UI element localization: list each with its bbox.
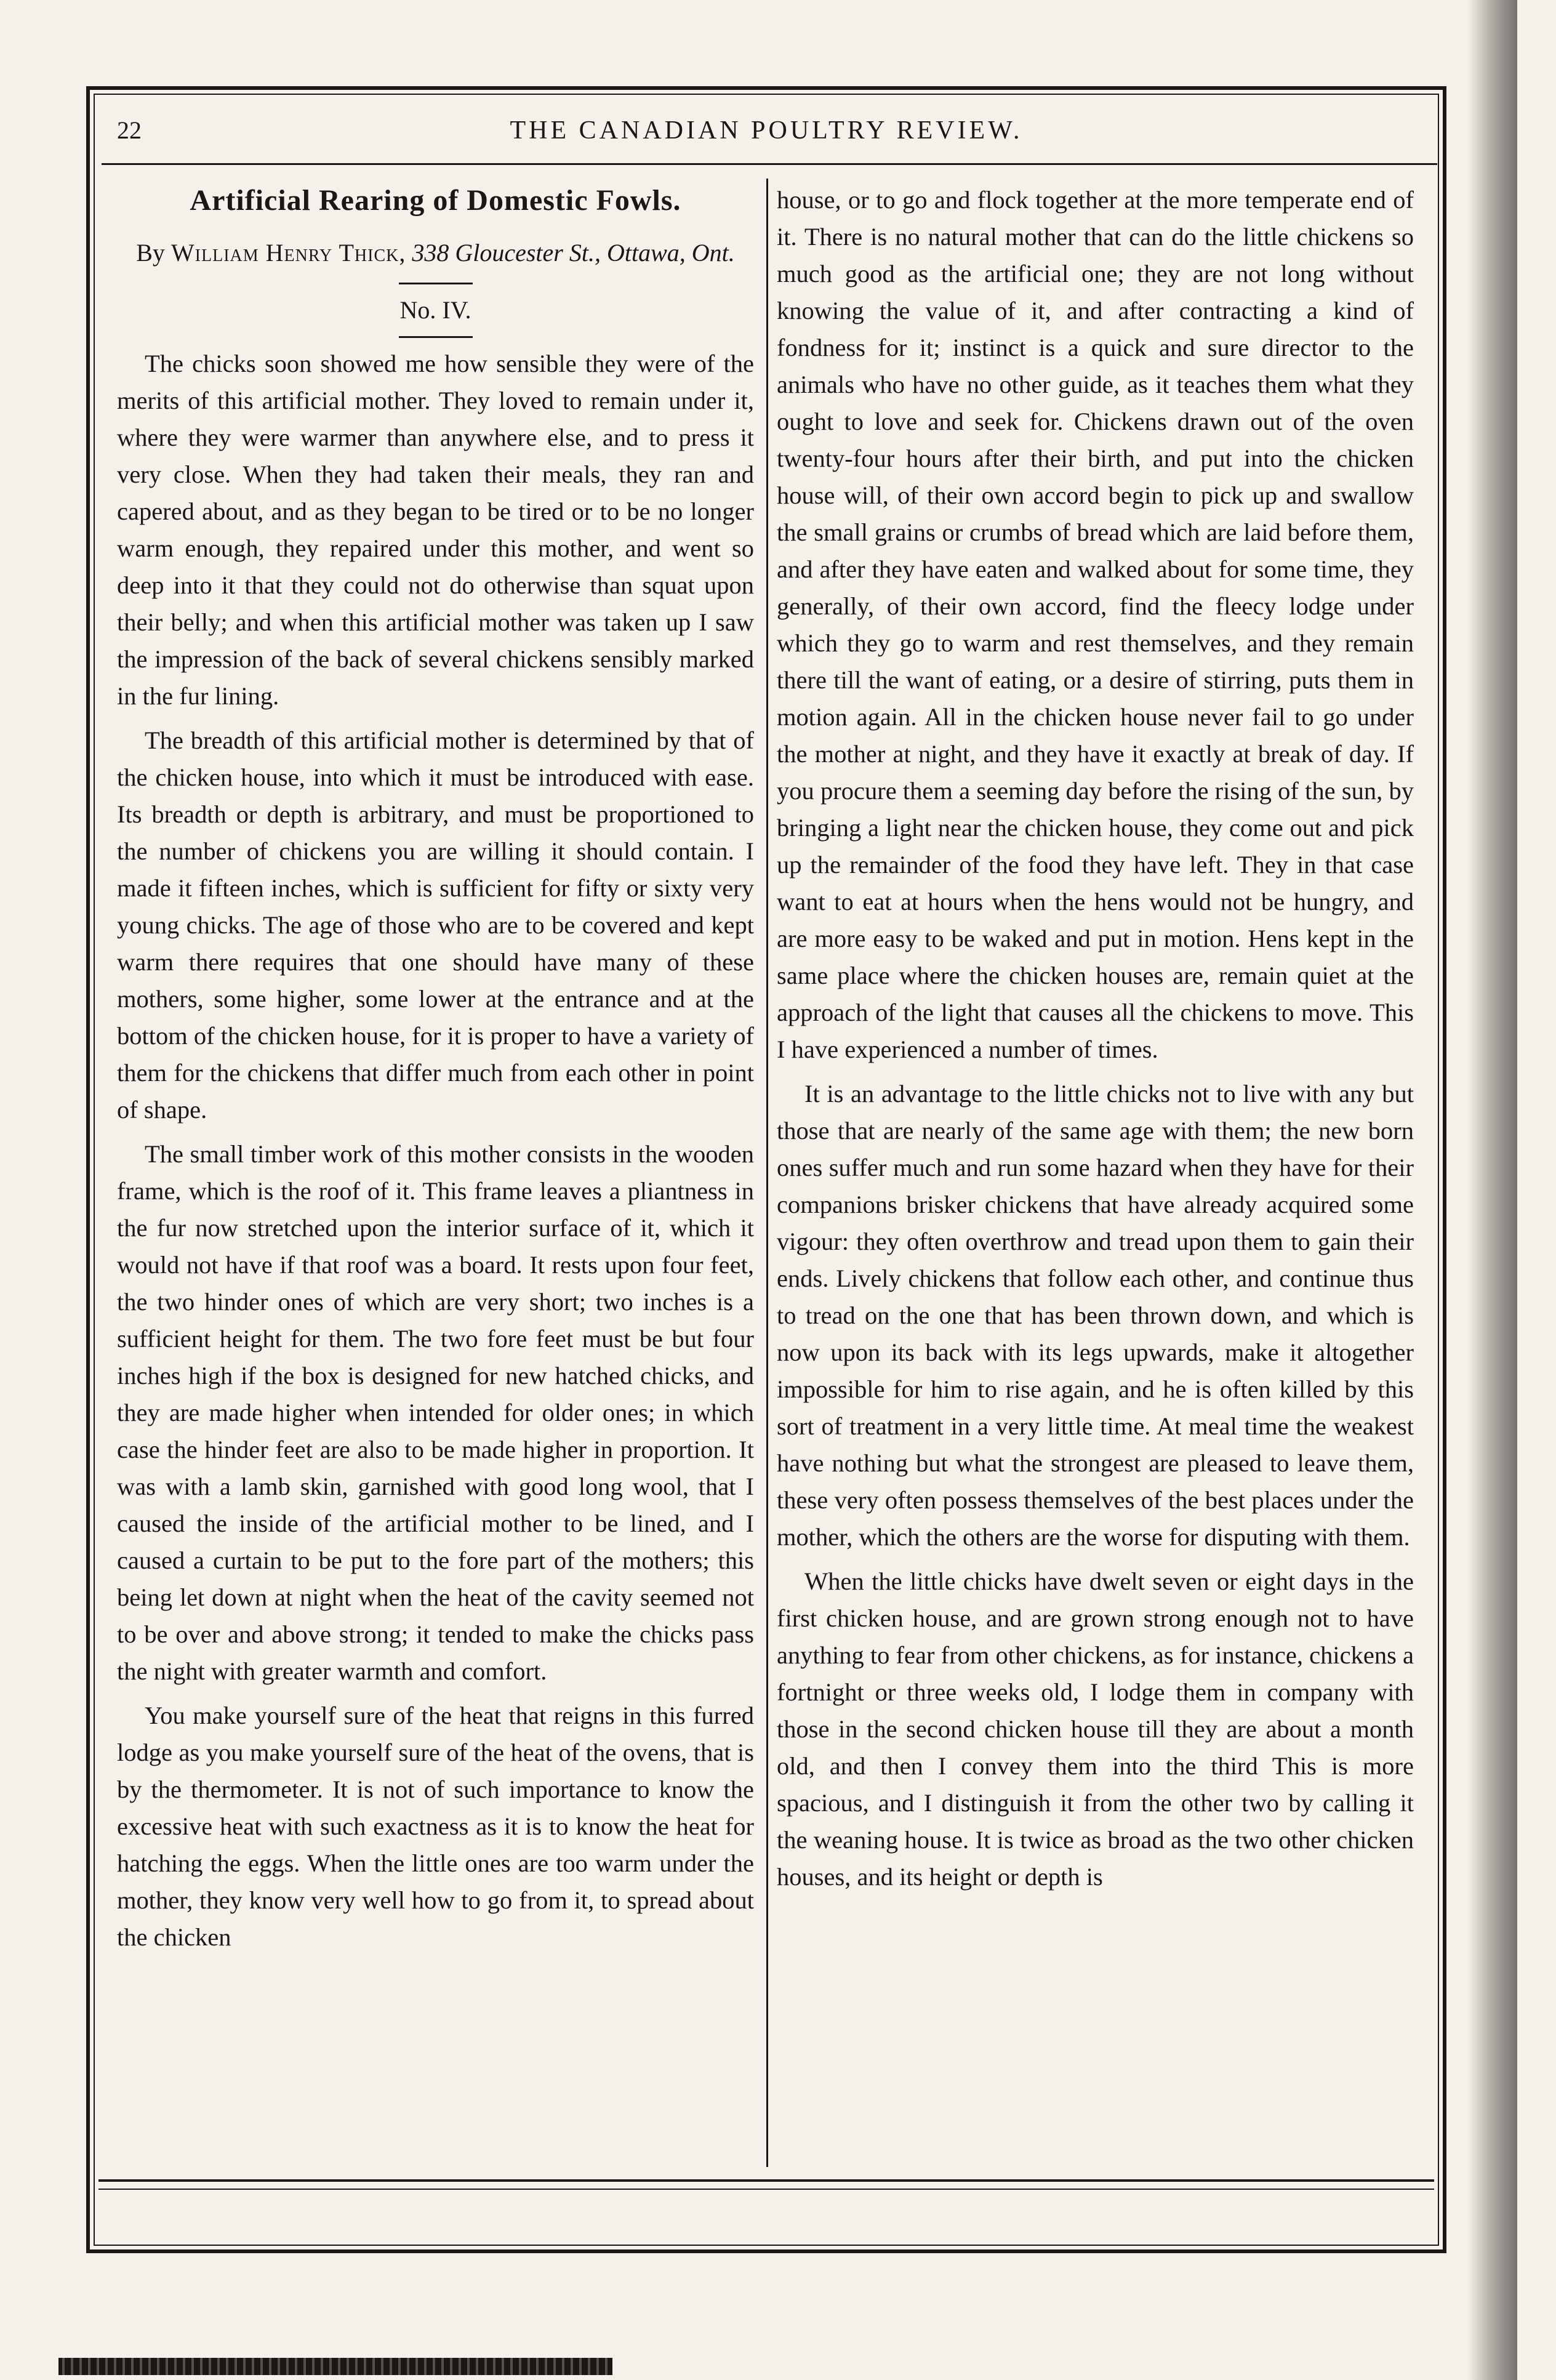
page-number: 22 [117, 116, 142, 144]
page-header [98, 111, 1434, 154]
right-column [777, 182, 1414, 1903]
column-divider [766, 179, 768, 2167]
paragraph: You make yourself sure of the heat that reigns in this furred lodge as you make yourself sure of the heat of the ovens, that is by the thermometer. It is not of such importance to know the excessive heat with such exactness as it is to know the heat for hatching the eggs. When the little ones are too warm under the mother, they know very well how to go from it, to spread about the chicken [117, 1702, 754, 1951]
paragraph: The small timber work of this mother consists in the wooden frame, which is the roof of it. This frame leaves a pliantness in the fur now stretched upon the interior surface of it, which it would not have if that roof was a board. It rests upon four feet, the two hinder ones of which are very short; two inches is a sufficient height for them. The two fore feet must be but four inches high if the box is designed for new hatched chicks, and they are made higher when intended for older ones; in which case the hinder feet are also to be made higher in proportion. It was with a lamb skin, garnished with good long wool, that I caused the inside of the artificial mother to be lined, and I caused a curtain to be put to the fore part of the mothers; this being let down at night when the heat of the cavity seemed not to be over and above strong; it tended to make the chicks pass the night with greater warmth and comfort. [117, 1140, 754, 1685]
left-column [117, 182, 754, 1963]
paragraph: When the little chicks have dwelt seven or eight days in the first chicken house, and are grown strong enough not to have anything to fear from other chickens, as for instance, chickens a fortnight or three weeks old, I lodge them in company with those in the second chicken house till they are about a month old, and then I convey them into the third This is more spacious, and I distinguish it from the other two by calling it the weaning house. It is twice as broad as the two other chicken houses, and its height or depth is [777, 1567, 1414, 1891]
byline [117, 236, 754, 270]
paragraph: It is an advantage to the little chicks not to live with any but those that are nearly of the same age with them; the new born ones suffer much and run some hazard when they have for their companions brisker chickens that have already acquired some vigour: they often overthrow and tread upon them to gain their ends. Lively chickens that follow each other, and continue thus to tread on the one that has been thrown down, and which is now upon its back with its legs upwards, make it altogether impossible for him to rise again, and he is often killed by this sort of treatment in a very little time. At meal time the weakest have nothing but what the strongest are pleased to leave them, these very often possess themselves of the best places under the mother, which the others are the worse for disputing with them. [777, 1080, 1414, 1551]
paragraph-continued: house, or to go and flock together at the more temperate end of it. There is no natural mother that can do the little chickens so much good as the artificial one; they are not long without knowing the value of it, and after contracting a kind of fondness for it; instinct is a quick and sure director to the animals who have no other guide, as it teaches them what they ought to love and seek for. Chickens drawn out of the oven twenty-four hours after their birth, and put into the chicken house will, of their own accord begin to pick up and swallow the small grains or crumbs of bread which are laid before them, and after they have eaten and walked about for some time, they generally, of their own accord, find the fleecy lodge under which they go to warm and rest themselves, and they remain there till the want of eating, or a desire of stirring, puts them in motion again. All in the chicken house never fail to go under the mother at night, and they have it exactly at break of day. If you procure them a seeming day before the rising of the sun, by bringing a light near the chicken house, they come out and pick up the remainder of the food they have left. They in that case want to eat at hours when the hens would not be hungry, and are more easy to be waked and put in motion. Hens kept in the same place where the chicken houses are, remain quiet at the approach of the light that causes all the chickens to move. This I have experienced a number of times. [777, 186, 1414, 1063]
article-title: Artificial Rearing of Domestic Fowls. [190, 184, 681, 217]
number-rule [399, 336, 473, 338]
bottom-rule [98, 2179, 1434, 2182]
paragraph: The breadth of this artificial mother is determined by that of the chicken house, into which it must be introduced with ease. Its breadth or depth is arbitrary, and must be proportioned to the number of chickens you are willing it should contain. I made it fifteen inches, which is sufficient for fifty or sixty very young chicks. The age of those who are to be covered and kept warm there requires that one should have many of these mothers, some higher, some lower at the entrance and at the bottom of the chicken house, for it is proper to have a variety of them for the chickens that differ much from each other in point of shape. [117, 726, 754, 1124]
paragraph: The chicks soon showed me how sensible they were of the merits of this artificial mother. They loved to remain under it, where they were warmer than anywhere else, and to press it very close. When they had taken their meals, they ran and capered about, and as they began to be tired or to be no longer warm enough, they repaired under this mother, and went so deep into it that they could not do otherwise than squat upon their belly; and when this artificial mother was taken up I saw the impression of the back of several chickens sensibly marked in the fur lining. [117, 350, 754, 710]
author-name: William Henry Thick, [170, 239, 406, 267]
binding-shadow [1468, 0, 1517, 2380]
bottom-rule-thin [98, 2189, 1434, 2190]
header-rule [102, 163, 1437, 165]
article-number: No. IV. [399, 296, 471, 324]
author-address: 338 Gloucester St., Ottawa, Ont. [412, 239, 735, 267]
scan-strip [58, 2358, 612, 2375]
byline-prefix: By [136, 239, 165, 267]
title-rule [399, 283, 473, 284]
journal-title: THE CANADIAN POULTRY REVIEW. [510, 116, 1023, 145]
